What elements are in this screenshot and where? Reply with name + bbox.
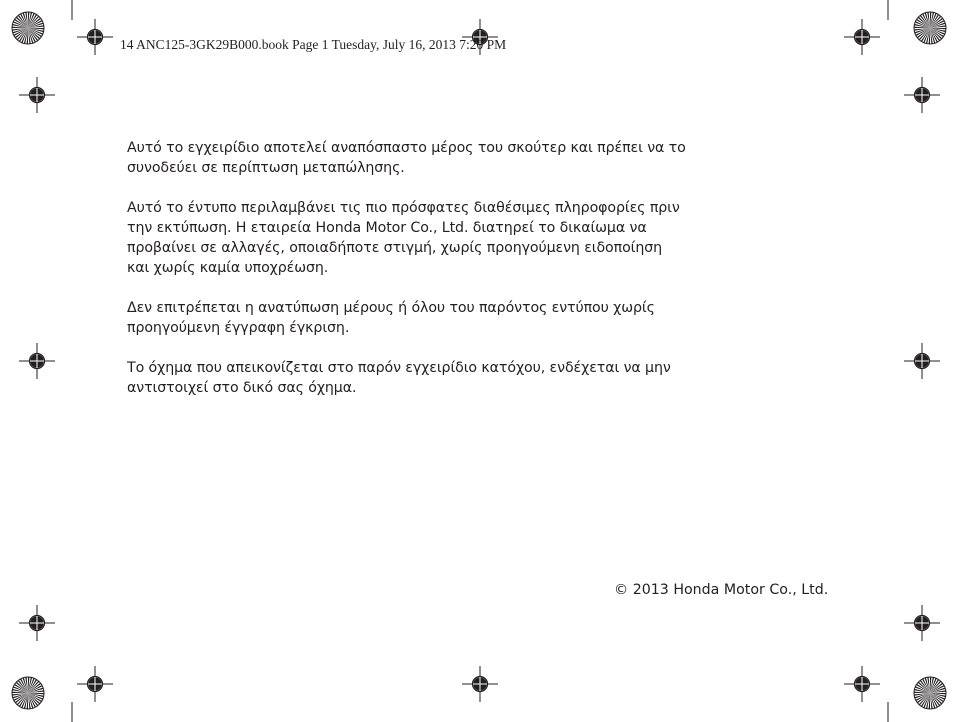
- star-target-bottom-right: [914, 677, 946, 709]
- copyright-notice: © 2013 Honda Motor Co., Ltd.: [614, 582, 829, 598]
- star-target-bottom-left: [12, 677, 44, 709]
- reg-mark-bottom-center: [462, 666, 498, 702]
- reg-mark-top-left: [77, 19, 113, 55]
- reg-mark-lower-left: [19, 605, 55, 641]
- reg-mark-middle-left: [19, 343, 55, 379]
- reg-mark-lower-right: [904, 605, 940, 641]
- paragraph-latest-info: Αυτό το έντυπο περιλαμβάνει τις πιο πρόσφατες διαθέσιμες πληροφορίες πριν την εκτύπωση. Η εταιρεία Honda Motor Co., Ltd. διατηρεί το δικαίωμα να προβαίνει σε αλλαγές, οποιαδήποτε στιγμή, χωρίς προηγούμενη ειδοποίηση και χωρίς καμία υποχρέωση.: [127, 200, 680, 276]
- reg-mark-middle-right: [904, 343, 940, 379]
- star-target-top-right: [914, 12, 946, 44]
- reg-mark-bottom-left: [77, 666, 113, 702]
- slug-line: 14 ANC125-3GK29B000.book Page 1 Tuesday, July 16, 2013 7:20 PM: [120, 37, 507, 52]
- reg-mark-top-right: [844, 19, 880, 55]
- star-target-top-left: [12, 12, 44, 44]
- paragraph-reproduction: Δεν επιτρέπεται η ανατύπωση μέρους ή όλου του παρόντος εντύπου χωρίς προηγούμενη έγγραφη έγκριση.: [127, 300, 655, 336]
- reg-mark-bottom-right: [844, 666, 880, 702]
- paragraph-illustration: Το όχημα που απεικονίζεται στο παρόν εγχειρίδιο κατόχου, ενδέχεται να μην αντιστοιχεί στο δικό σας όχημα.: [127, 360, 671, 396]
- notice-text: [127, 138, 687, 418]
- reg-mark-upper-left: [19, 77, 55, 113]
- paragraph-resale: Αυτό το εγχειρίδιο αποτελεί αναπόσπαστο μέρος του σκούτερ και πρέπει να το συνοδεύει σε περίπτωση μεταπώλησης.: [127, 140, 686, 176]
- reg-mark-upper-right: [904, 77, 940, 113]
